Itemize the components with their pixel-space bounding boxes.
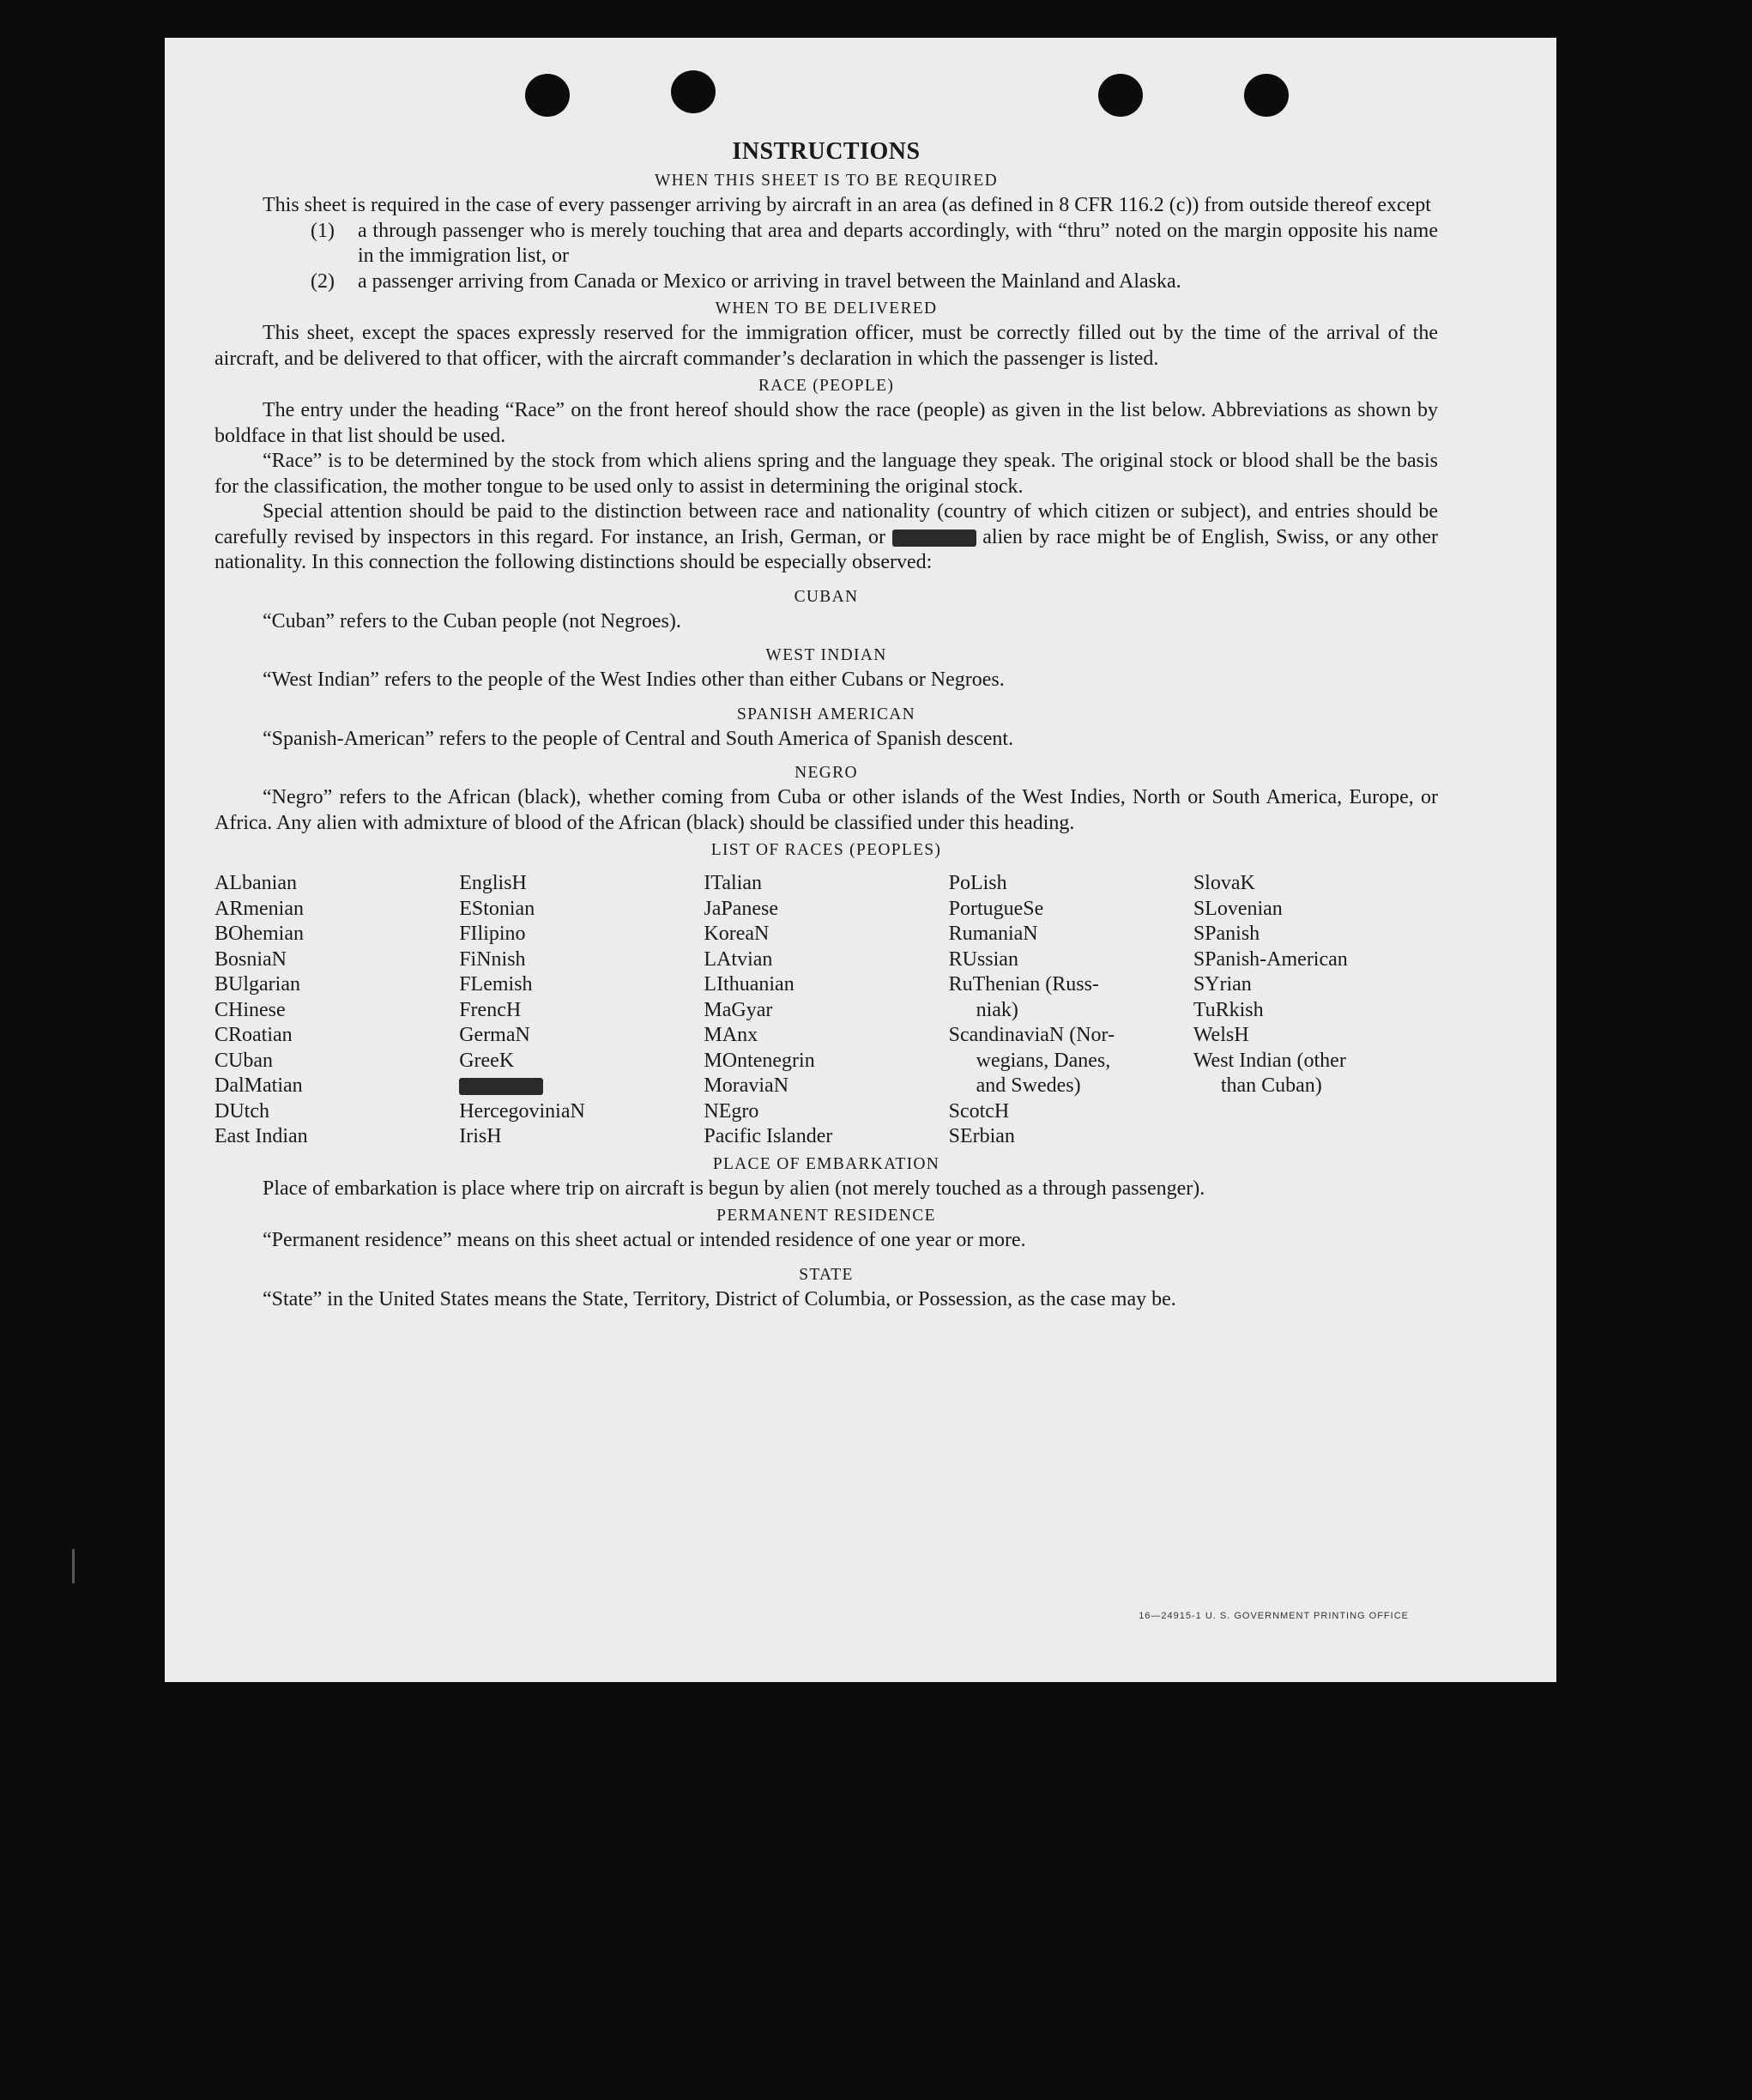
- scan-edge-mark: [72, 1549, 75, 1583]
- instructions-content: [214, 137, 1438, 1312]
- race-entry: MoraviaN: [704, 1074, 789, 1097]
- instruction-sheet: [165, 38, 1556, 1682]
- race-entry: Pacific Islander: [704, 1125, 833, 1147]
- punch-hole: [671, 70, 716, 113]
- redaction-mark: [459, 1078, 543, 1095]
- race-entry: ITalian: [704, 872, 763, 894]
- race-entry: LIthuanian: [704, 973, 794, 996]
- paragraph: “Cuban” refers to the Cuban people (not Negroes).: [263, 609, 681, 632]
- race-entry-continued: than Cuban): [1220, 1074, 1322, 1097]
- section-heading: WEST INDIAN: [765, 646, 887, 664]
- printer-imprint: 16—24915-1 U. S. GOVERNMENT PRINTING OFFICE: [1139, 1611, 1409, 1621]
- section-heading: SPANISH AMERICAN: [736, 705, 916, 723]
- race-entry: MAnx: [704, 1024, 758, 1046]
- race-column-1: [214, 871, 459, 1150]
- paragraph-part: Special attention should be paid to the distinction between race and nationality (country of which citizen or subject), and entries should be carefully revised by inspectors in this regard. For instance, an Irish, German, or: [214, 500, 1438, 548]
- race-entry: JaPanese: [704, 897, 779, 920]
- punch-hole: [1098, 74, 1143, 117]
- race-entry: PoLish: [948, 872, 1007, 894]
- race-entry: GreeK: [459, 1049, 515, 1072]
- section-heading: NEGRO: [794, 764, 858, 782]
- race-entry: SPanish-American: [1193, 947, 1348, 971]
- list-item: [214, 269, 1438, 295]
- race-entry: BosniaN: [214, 947, 287, 971]
- race-entry: ScandinaviaN (Nor-: [948, 1024, 1115, 1046]
- race-column-2: [459, 871, 704, 1150]
- list-item: [214, 219, 1438, 269]
- race-column-3: [704, 871, 948, 1150]
- race-entry: IrisH: [459, 1125, 502, 1147]
- race-entry: ALbanian: [214, 872, 297, 894]
- race-list: [214, 871, 1438, 1150]
- item-text: a through passenger who is merely touching that area and departs accordingly, with “thru” noted on the margin opposite his name in the immigration list, or: [358, 219, 1438, 267]
- race-entry: NEgro: [704, 1099, 759, 1123]
- race-entry: KoreaN: [704, 923, 770, 945]
- section-heading: CUBAN: [794, 587, 859, 606]
- race-entry: DUtch: [214, 1099, 269, 1123]
- paragraph: “Permanent residence” means on this sheet actual or intended residence of one year or more.: [263, 1229, 1026, 1251]
- race-entry: MOntenegrin: [704, 1049, 815, 1072]
- race-entry: East Indian: [214, 1125, 308, 1147]
- section-heading: PLACE OF EMBARKATION: [712, 1154, 940, 1173]
- race-entry: DalMatian: [214, 1074, 303, 1097]
- redaction-mark: [892, 530, 976, 547]
- race-entry: GermaN: [459, 1024, 530, 1046]
- punch-hole: [1244, 74, 1289, 117]
- item-number: (2): [311, 269, 335, 293]
- section-heading: PERMANENT RESIDENCE: [716, 1207, 936, 1225]
- race-entry-redacted: [459, 1074, 704, 1099]
- paragraph: This sheet is required in the case of every passenger arriving by aircraft in an area (as defined in 8 CFR 116.2 (c)) from outside thereof except: [263, 194, 1431, 216]
- section-heading: LIST OF RACES (PEOPLES): [710, 841, 942, 859]
- race-entry: CHinese: [214, 998, 286, 1021]
- race-entry: CRoatian: [214, 1024, 293, 1046]
- paragraph: “Negro” refers to the African (black), whether coming from Cuba or other islands of the West Indies, North or South America, Europe, or Africa. Any alien with admixture of blood of the African (black) should be classified under this heading.: [214, 786, 1438, 834]
- race-entry: EnglisH: [459, 872, 527, 894]
- paragraph: Place of embarkation is place where trip on aircraft is begun by alien (not merely touched as a through passenger).: [263, 1177, 1205, 1200]
- section-heading: RACE (PEOPLE): [758, 377, 895, 395]
- race-entry: SLovenian: [1193, 897, 1283, 920]
- race-entry: SPanish: [1193, 923, 1260, 945]
- race-entry: WelsH: [1193, 1024, 1249, 1046]
- paragraph: This sheet, except the spaces expressly reserved for the immigration officer, must be correctly filled out by the time of the arrival of the aircraft, and be delivered to that officer, with the aircraft commander’s declaration in which the passenger is listed.: [214, 322, 1438, 370]
- race-column-4: [949, 871, 1193, 1150]
- race-entry: FLemish: [459, 973, 533, 996]
- race-entry: FiNnish: [459, 947, 526, 971]
- race-entry: SlovaK: [1193, 872, 1255, 894]
- race-entry: ARmenian: [214, 897, 304, 920]
- race-entry-continued: niak): [976, 998, 1018, 1021]
- race-entry: ScotcH: [948, 1099, 1010, 1123]
- paragraph-part: alien by race might be of English, Swiss, or any other nationality. In this connection the following distinctions should be especially observed:: [214, 525, 1438, 573]
- race-entry: TuRkish: [1193, 998, 1264, 1021]
- race-entry: MaGyar: [704, 998, 773, 1021]
- race-entry: HercegoviniaN: [459, 1099, 585, 1123]
- paragraph: “Spanish-American” refers to the people of Central and South America of Spanish descent.: [263, 727, 1014, 750]
- item-number: (1): [311, 219, 335, 242]
- section-heading: STATE: [799, 1265, 854, 1284]
- race-entry: RUssian: [948, 947, 1018, 971]
- race-entry-continued: and Swedes): [976, 1074, 1081, 1097]
- race-entry: BUlgarian: [214, 973, 300, 996]
- race-entry: RuThenian (Russ-: [948, 973, 1099, 996]
- paragraph: [214, 499, 1438, 576]
- paragraph: “State” in the United States means the State, Territory, District of Columbia, or Possession, as the case may be.: [263, 1287, 1176, 1310]
- section-heading: WHEN TO BE DELIVERED: [715, 300, 938, 318]
- race-entry: EStonian: [459, 897, 535, 920]
- race-entry: BOhemian: [214, 923, 304, 945]
- item-text: a passenger arriving from Canada or Mexico or arriving in travel between the Mainland and Alaska.: [358, 269, 1181, 293]
- punch-hole: [525, 74, 570, 117]
- paragraph: “West Indian” refers to the people of the West Indies other than either Cubans or Negroes.: [263, 669, 1005, 691]
- race-entry: LAtvian: [704, 947, 773, 971]
- section-heading: WHEN THIS SHEET IS TO BE REQUIRED: [654, 172, 999, 190]
- paragraph: The entry under the heading “Race” on the front hereof should show the race (people) as given in the list below. Abbreviations as shown by boldface in that list should be used.: [214, 399, 1438, 447]
- race-entry: SYrian: [1193, 973, 1252, 996]
- race-entry: SErbian: [948, 1125, 1015, 1147]
- race-entry: West Indian (other: [1193, 1049, 1346, 1072]
- race-column-5: [1193, 871, 1438, 1150]
- page-title: INSTRUCTIONS: [732, 138, 921, 165]
- race-entry-continued: wegians, Danes,: [976, 1049, 1111, 1072]
- race-entry: FrencH: [459, 998, 522, 1021]
- race-entry: PortugueSe: [948, 897, 1044, 920]
- paragraph: “Race” is to be determined by the stock from which aliens spring and the language they speak. The original stock or blood shall be the basis for the classification, the mother tongue to be used only to assist in determining the original stock.: [214, 450, 1438, 498]
- race-entry: FIlipino: [459, 923, 526, 945]
- race-entry: RumaniaN: [948, 923, 1038, 945]
- race-entry: CUban: [214, 1049, 273, 1072]
